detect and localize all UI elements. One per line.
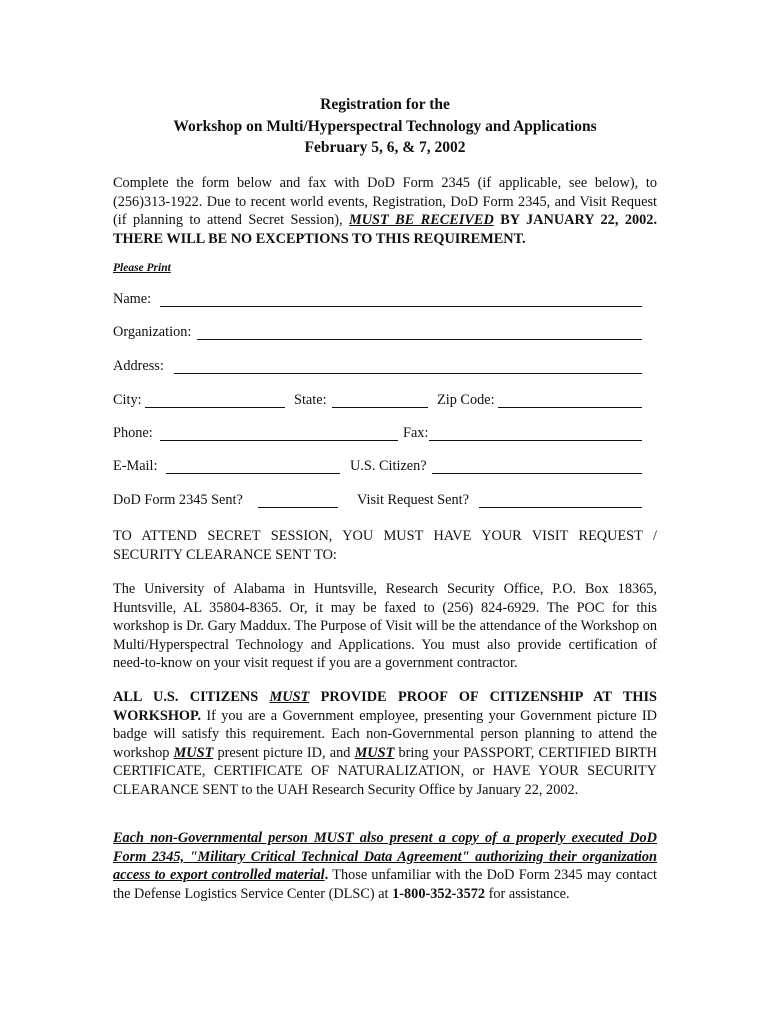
zip-field[interactable] (498, 407, 642, 408)
citizen-label: U.S. Citizen? (350, 458, 427, 474)
phone-field[interactable] (160, 440, 398, 441)
email-citizen-row (113, 458, 643, 476)
intro-paragraph (113, 174, 657, 248)
email-field[interactable] (166, 473, 340, 474)
zip-label: Zip Code: (437, 392, 495, 408)
state-label: State: (294, 392, 327, 408)
citizen-field[interactable] (432, 473, 642, 474)
intro-no-exceptions: . THERE WILL BE NO EXCEPTIONS TO THIS REQUIREMENT. (113, 212, 658, 247)
title-line-2: Workshop on Multi/Hyperspectral Technology and Applications (173, 118, 597, 135)
name-label: Name: (113, 291, 152, 307)
citizens-bold-2: PROVIDE PROOF OF CITIZENSHIP AT THIS WORKSHOP. (113, 689, 658, 724)
citizens-text-1: If you are a Government employee, presenting your Government picture ID badge will satisfy this requirement. Each non-Governmental person planning to attend the workshop (113, 707, 657, 761)
nongov-emphasis: Each non-Governmental person MUST also present a copy of a properly executed DoD Form 2345, "Military Critical Technical Data Agreement" authorizing their organization access to export controlled material (113, 830, 657, 884)
non-governmental-paragraph (113, 829, 657, 903)
dod-form-label: DoD Form 2345 Sent? (113, 492, 243, 508)
title-line-3: February 5, 6, & 7, 2002 (304, 139, 466, 156)
citizens-text-3: bring your PASSPORT, CERTIFIED BIRTH CERTIFICATE, CERTIFICATE OF NATURALIZATION, or HAVE YOUR SECURITY CLEARANCE SENT to the UAH Research Security Office by January 22, 2002. (113, 744, 657, 798)
organization-label: Organization: (113, 324, 192, 340)
citizens-text-2: present picture ID, and (213, 744, 355, 761)
fax-label: Fax: (403, 425, 429, 441)
address-paragraph: The University of Alabama in Huntsville, Research Security Office, P.O. Box 18365, Huntsville, AL 35804-8365. Or, it may be faxed to (256) 824-6929. The POC for this workshop is Dr. Gary Maddux. The Purpose of Visit will be the attendance of the Workshop on Multi/Hyperspectral Technology and Applications. You must also provide certification of need-to-know on your visit request if you are a government contractor. (113, 581, 657, 672)
citizens-must-1: MUST (269, 689, 310, 705)
city-label: City: (113, 392, 142, 408)
phone-label: Phone: (113, 425, 153, 441)
organization-field[interactable] (197, 339, 642, 340)
address-label: Address: (113, 358, 164, 374)
email-label: E-Mail: (113, 458, 158, 474)
citizenship-paragraph (113, 688, 657, 800)
dod-form-field[interactable] (258, 507, 338, 508)
title-line-1: Registration for the (320, 96, 450, 113)
intro-deadline: BY JANUARY 22, 2002 (493, 212, 654, 229)
intro-must-be-received: MUST BE RECEIVED (349, 212, 494, 229)
nongov-text-2: for assistance. (485, 885, 570, 902)
visit-request-field[interactable] (479, 507, 642, 508)
intro-text-1: Complete the form below and fax with DoD Form 2345 (if applicable, see below), to (256)313-1922. Due to recent world events, Registration, DoD Form 2345, and Visit Request (if planning to attend Secret Session), (113, 175, 657, 229)
name-row (113, 291, 643, 309)
phone-fax-row (113, 425, 643, 443)
dlsc-phone-number: 1-800-352-3572 (392, 885, 486, 902)
name-field[interactable] (160, 306, 642, 307)
citizens-bold-1: ALL U.S. CITIZENS (113, 689, 270, 705)
visit-request-label: Visit Request Sent? (357, 492, 469, 508)
city-state-zip-row (113, 392, 643, 410)
nongov-text-1: Those unfamiliar with the DoD Form 2345 may contact the Defense Logistics Service Center (DLSC) at (113, 867, 657, 902)
please-print-label: Please Print (113, 262, 171, 274)
city-field[interactable] (145, 407, 285, 408)
address-field[interactable] (174, 373, 642, 374)
address-row (113, 358, 643, 376)
nongov-period: . (324, 867, 329, 884)
citizens-must-2: MUST (173, 744, 214, 761)
organization-row (113, 324, 643, 342)
fax-field[interactable] (429, 440, 642, 441)
secret-session-paragraph: TO ATTEND SECRET SESSION, YOU MUST HAVE YOUR VISIT REQUEST / SECURITY CLEARANCE SENT TO: (113, 528, 657, 563)
citizens-must-3: MUST (354, 744, 395, 761)
dod-visit-row (113, 492, 643, 510)
state-field[interactable] (332, 407, 428, 408)
